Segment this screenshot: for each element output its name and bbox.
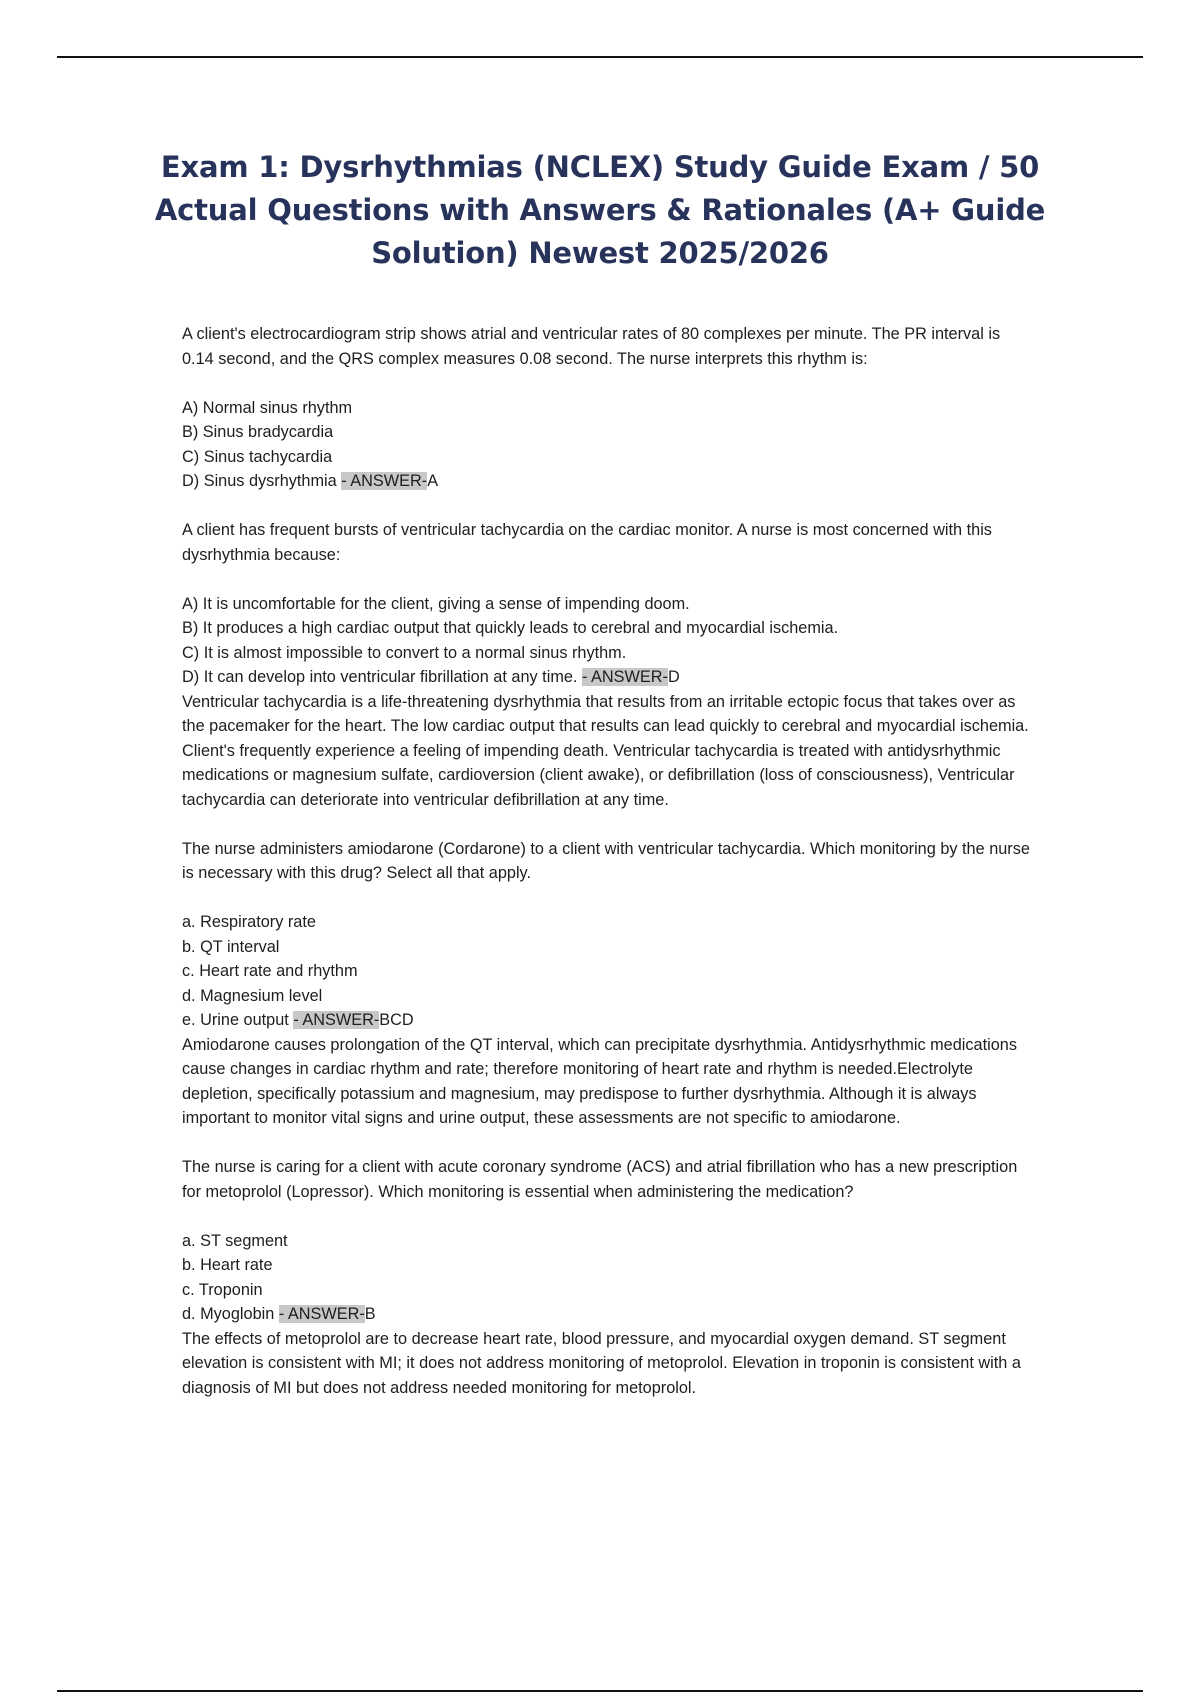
option-item: b. Heart rate (182, 1256, 273, 1274)
document-title: Exam 1: Dysrhythmias (NCLEX) Study Guide Exam / 50 Actual Questions with Answers & Rationales (A+ Guide Solution) Newest 2025/2026 (154, 150, 1046, 270)
question-stem: The nurse administers amiodarone (Cordarone) to a client with ventricular tachycardia. Which monitoring by the nurse is necessary with this drug? Select all that apply. (182, 839, 1030, 882)
question-4 (182, 1155, 1032, 1400)
answer-marker: - ANSWER- (278, 1305, 365, 1323)
option-item-with-answer (182, 469, 1032, 494)
option-item: c. Troponin (182, 1280, 263, 1299)
answer-value: D (667, 668, 680, 686)
option-text: d. Myoglobin (182, 1305, 275, 1323)
answer-value: A (427, 472, 439, 490)
question-1 (182, 322, 1032, 494)
option-item: c. Heart rate and rhythm (182, 962, 358, 980)
question-list (182, 322, 1032, 1425)
option-item: d. Magnesium level (182, 986, 323, 1005)
rationale: Ventricular tachycardia is a life-threatening dysrhythmia that results from an irritable ectopic focus that takes over as the pacemaker for the heart. The low cardiac output that results can lead quickly to cerebral and myocardial ischemia. Client's frequently experience a feeling of impending death. Ventricular tachycardia is treated with antidysrhythmic medications or magnesium sulfate, cardioversion (client awake), or defibrillation (loss of consciousness), Ventricular tachycardia can deteriorate into ventricular defibrillation at any time. (182, 692, 1029, 809)
option-item: a. Respiratory rate (182, 913, 316, 931)
answer-value: B (364, 1305, 376, 1323)
question-3 (182, 837, 1032, 1131)
option-item-with-answer (182, 1302, 1032, 1327)
option-item-with-answer (182, 665, 1032, 690)
question-stem: A client's electrocardiogram strip shows atrial and ventricular rates of 80 complexes per minute. The PR interval is 0.14 second, and the QRS complex measures 0.08 second. The nurse interprets this rhythm is: (182, 325, 1001, 368)
option-item-with-answer (182, 1008, 1032, 1033)
option-item: C) Sinus tachycardia (182, 447, 333, 466)
answer-value: BCD (379, 1011, 414, 1029)
answer-marker: - ANSWER- (582, 668, 668, 686)
option-text: D) Sinus dysrhythmia (182, 472, 337, 490)
option-text: e. Urine output (182, 1011, 289, 1029)
option-item: a. ST segment (182, 1231, 288, 1250)
option-item: B) Sinus bradycardia (182, 423, 334, 441)
question-stem: The nurse is caring for a client with acute coronary syndrome (ACS) and atrial fibrillation who has a new prescription for metoprolol (Lopressor). Which monitoring is essential when administering the medication? (182, 1158, 1018, 1201)
option-item: B) It produces a high cardiac output that quickly leads to cerebral and myocardial ischemia. (182, 619, 839, 637)
option-item: A) It is uncomfortable for the client, giving a sense of impending doom. (182, 594, 690, 613)
option-item: C) It is almost impossible to convert to a normal sinus rhythm. (182, 643, 627, 662)
answer-marker: - ANSWER- (293, 1011, 380, 1029)
question-stem: A client has frequent bursts of ventricular tachycardia on the cardiac monitor. A nurse is most concerned with this dysrhythmia because: (182, 521, 992, 564)
option-item: b. QT interval (182, 937, 280, 956)
option-text: D) It can develop into ventricular fibrillation at any time. (182, 668, 578, 686)
rationale: Amiodarone causes prolongation of the QT interval, which can precipitate dysrhythmia. Antidysrhythmic medications cause changes in cardiac rhythm and rate; therefore monitoring of heart rate and rhythm is needed.Electrolyte depletion, specifically potassium and magnesium, may predispose to further dysrhythmia. Although it is always important to monitor vital signs and urine output, these assessments are not specific to amiodarone. (182, 1035, 1017, 1127)
option-item: A) Normal sinus rhythm (182, 398, 353, 417)
top-rule (57, 56, 1143, 58)
bottom-rule (57, 1690, 1143, 1692)
rationale: The effects of metoprolol are to decrease heart rate, blood pressure, and myocardial oxygen demand. ST segment elevation is consistent with MI; it does not address monitoring of metoprolol. Elevation in troponin is consistent with a diagnosis of MI but does not address needed monitoring for metoprolol. (182, 1329, 1021, 1397)
answer-marker: - ANSWER- (341, 472, 428, 490)
question-2 (182, 518, 1032, 812)
